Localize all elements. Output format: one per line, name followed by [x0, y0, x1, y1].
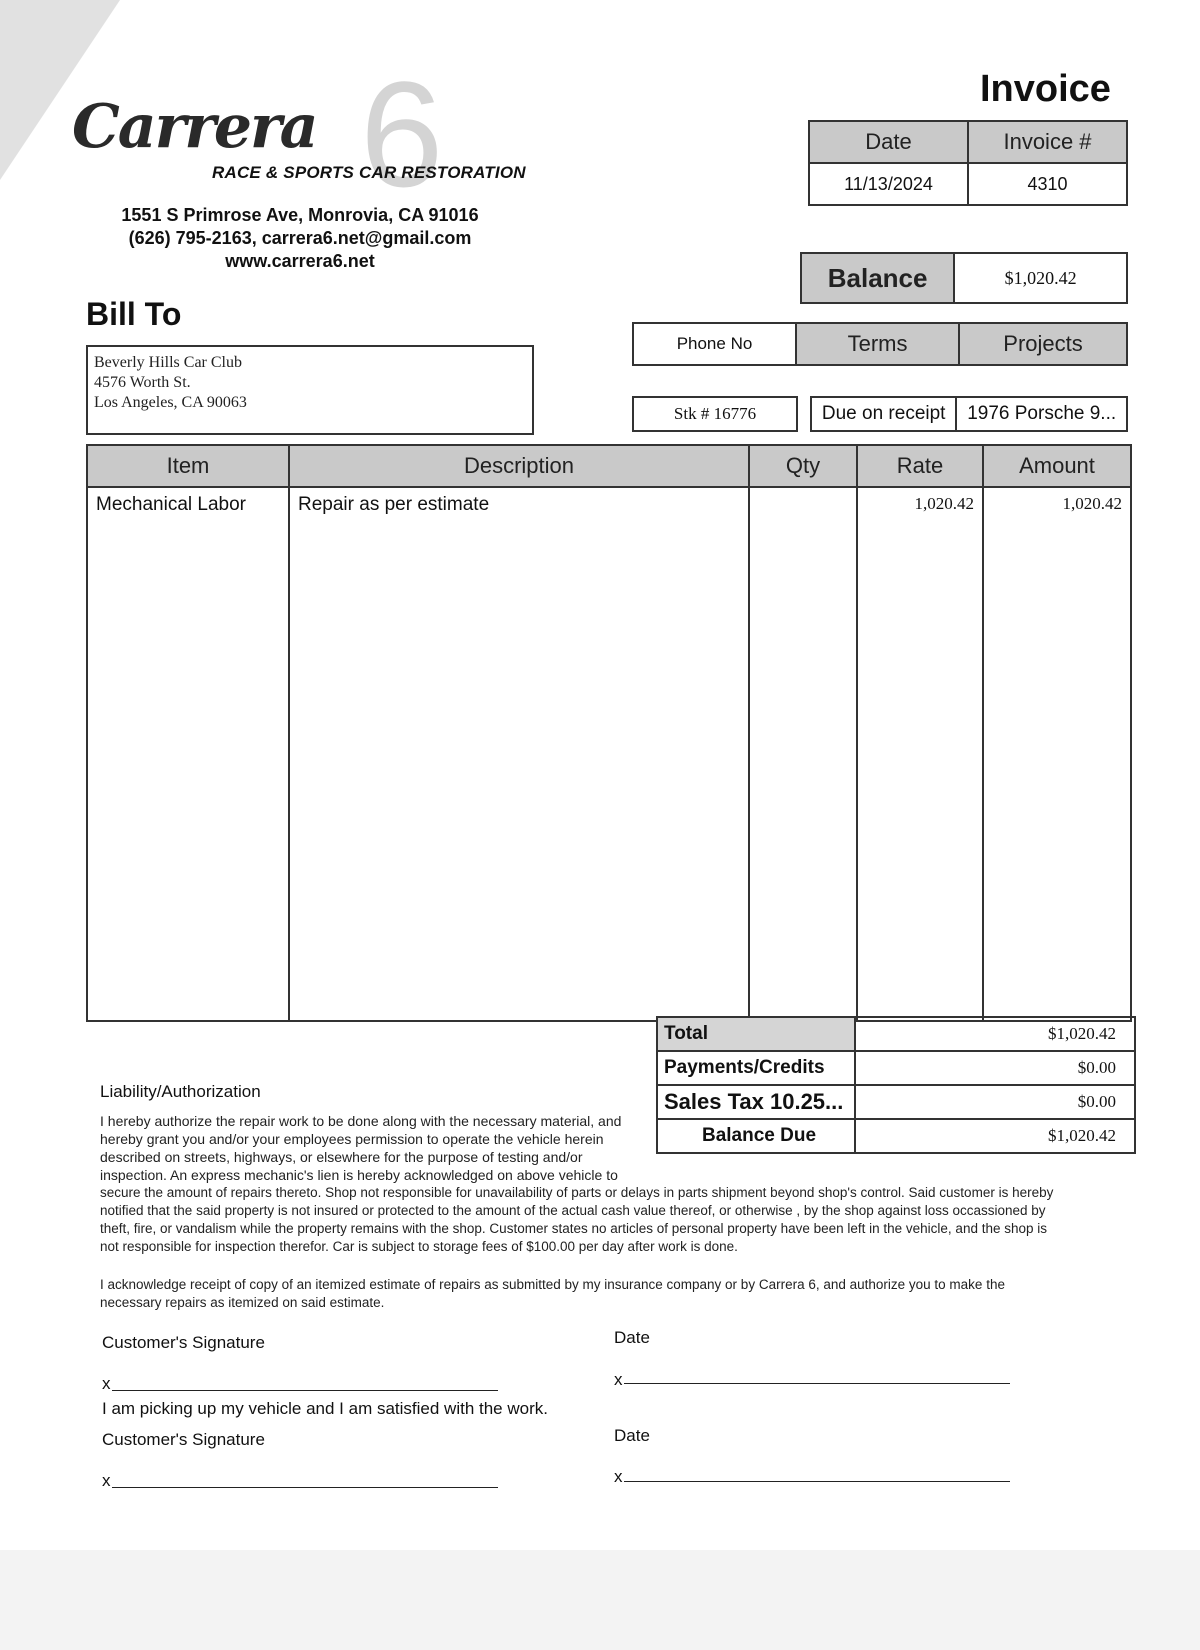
ack-line: I acknowledge receipt of copy of an itemized estimate of repairs as submitted by my insurance company or by Carrera 6, and authorize you to make the	[100, 1277, 1005, 1292]
company-logo: Carrera	[72, 92, 317, 162]
scan-bottom-margin	[0, 1550, 1200, 1650]
signature-x-mark: x	[102, 1374, 111, 1393]
total-value: $1,020.42	[855, 1017, 1135, 1051]
invoice-title: Invoice	[980, 68, 1111, 110]
item-cell: Mechanical Labor	[87, 487, 289, 1021]
phone-value: Stk # 16776	[632, 396, 798, 432]
customer-signature-line[interactable]	[112, 1390, 498, 1391]
company-tagline: RACE & SPORTS CAR RESTORATION	[212, 163, 526, 182]
company-address: 1551 S Primrose Ave, Monrovia, CA 91016	[121, 205, 479, 225]
balance-due-label: Balance Due	[657, 1119, 855, 1153]
invoice-header-table	[808, 120, 1128, 206]
terms-value: Due on receipt	[811, 397, 956, 431]
legal-line: described on streets, highways, or elsewhere for the purpose of testing and/or	[100, 1149, 583, 1165]
pickup-statement: I am picking up my vehicle and I am satisfied with the work.	[102, 1399, 548, 1418]
invoice-date: 11/13/2024	[809, 163, 968, 205]
pickup-date-x-mark: x	[614, 1467, 623, 1486]
sales-tax-label: Sales Tax 10.25...	[657, 1085, 855, 1119]
balance-box	[800, 252, 1128, 304]
ack-line: necessary repairs as itemized on said estimate.	[100, 1295, 385, 1310]
customer-street: 4576 Worth St.	[94, 374, 191, 391]
balance-value: $1,020.42	[954, 253, 1127, 303]
balance-due-value: $1,020.42	[855, 1119, 1135, 1153]
phone-header: Phone No	[633, 323, 796, 365]
payments-value: $0.00	[855, 1051, 1135, 1085]
pickup-signature-x-mark: x	[102, 1471, 111, 1490]
totals-table	[656, 1016, 1136, 1154]
legal-line: hereby grant you and/or your employees permission to operate the vehicle herein	[100, 1131, 604, 1147]
invoice-number: 4310	[968, 163, 1127, 205]
terms-header: Terms	[796, 323, 959, 365]
liability-heading: Liability/Authorization	[100, 1082, 261, 1101]
legal-line: inspection. An express mechanic's lien is hereby acknowledged on above vehicle to	[100, 1167, 618, 1183]
project-value: 1976 Porsche 9...	[956, 397, 1127, 431]
signature-date-label: Date	[614, 1328, 650, 1347]
amount-cell: 1,020.42	[983, 487, 1131, 1021]
logo-mark: 6	[360, 50, 444, 218]
company-contact: (626) 795-2163, carrera6.net@gmail.com	[128, 228, 472, 248]
pickup-signature-line[interactable]	[112, 1487, 498, 1488]
company-website: www.carrera6.net	[225, 251, 375, 271]
pickup-date-line[interactable]	[624, 1481, 1010, 1482]
acknowledgement-paragraph	[100, 1276, 1120, 1312]
projects-header: Projects	[959, 323, 1127, 365]
legal-line: secure the amount of repairs thereto. Shop not responsible for unavailability of parts or delays in parts shipment beyond shop's control. Said customer is hereby	[100, 1185, 1054, 1200]
col-header-rate: Rate	[857, 445, 983, 487]
legal-paragraph-start	[100, 1112, 640, 1184]
legal-line: not responsible for inspection therefor. Car is subject to storage fees of $100.00 per day after work is done.	[100, 1239, 738, 1254]
legal-paragraph-rest	[100, 1184, 1120, 1256]
col-header-description: Description	[289, 445, 749, 487]
legal-line: theft, fire, or vandalism while the property remains with the shop. Customer states no articles of personal property have been left in the vehicle, and the shop is	[100, 1221, 1047, 1236]
signature-date-line[interactable]	[624, 1383, 1010, 1384]
terms-header-table	[632, 322, 1128, 366]
pickup-date-label: Date	[614, 1426, 650, 1445]
bill-to-address-box	[86, 345, 534, 435]
col-header-amount: Amount	[983, 445, 1131, 487]
terms-values-table	[810, 396, 1128, 432]
pickup-signature-label: Customer's Signature	[102, 1430, 265, 1449]
invoice-number-header: Invoice #	[968, 121, 1127, 163]
total-label: Total	[657, 1017, 855, 1051]
customer-name: Beverly Hills Car Club	[94, 354, 242, 371]
bill-to-heading: Bill To	[86, 296, 182, 332]
rate-cell: 1,020.42	[857, 487, 983, 1021]
legal-line: I hereby authorize the repair work to be done along with the necessary material, and	[100, 1113, 622, 1129]
table-row	[87, 487, 1131, 1021]
customer-signature-label: Customer's Signature	[102, 1333, 265, 1352]
description-cell: Repair as per estimate	[289, 487, 749, 1021]
line-items-table	[86, 444, 1132, 1022]
balance-label: Balance	[801, 253, 954, 303]
date-header: Date	[809, 121, 968, 163]
col-header-item: Item	[87, 445, 289, 487]
sales-tax-value: $0.00	[855, 1085, 1135, 1119]
customer-city: Los Angeles, CA 90063	[94, 394, 247, 411]
col-header-qty: Qty	[749, 445, 857, 487]
date-x-mark: x	[614, 1370, 623, 1389]
qty-cell	[749, 487, 857, 1021]
legal-line: notified that the said property is not insured or protected to the amount of the actual cash value thereof, or otherwise , by the shop against loss occassioned by	[100, 1203, 1046, 1218]
payments-label: Payments/Credits	[657, 1051, 855, 1085]
